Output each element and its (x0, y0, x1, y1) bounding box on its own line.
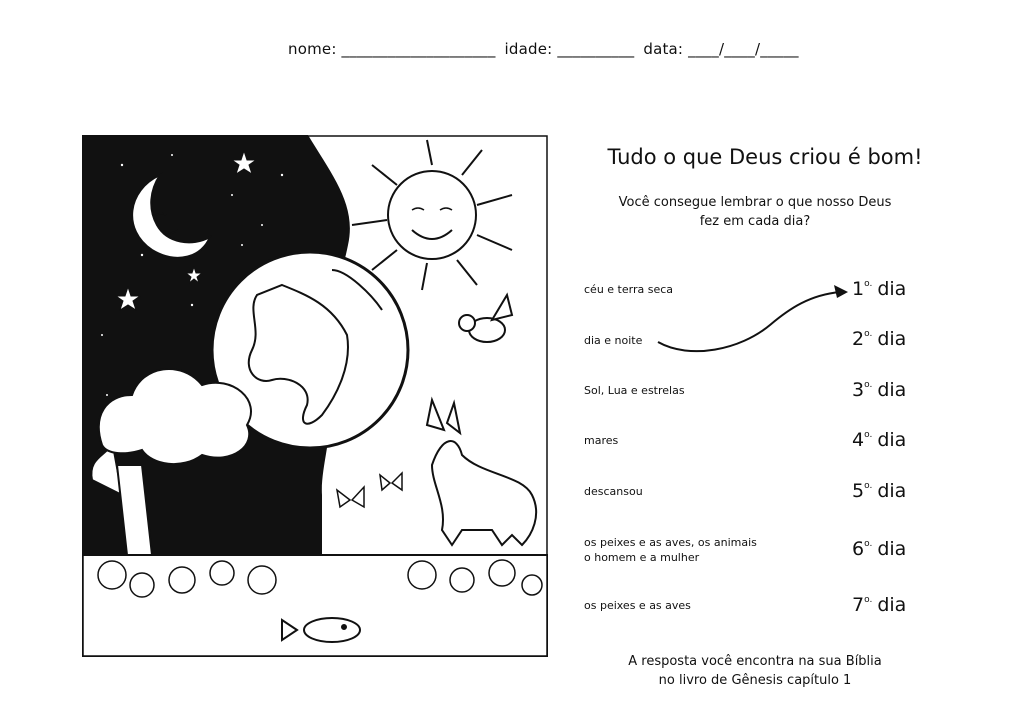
instructions (580, 193, 930, 231)
sun-icon (352, 140, 512, 290)
day-5[interactable] (852, 480, 906, 502)
day-word: dia (877, 379, 907, 401)
day-6[interactable] (852, 538, 906, 560)
day-number: 4 (852, 429, 865, 451)
bird-icon (459, 295, 512, 342)
instructions-line-1: Você consegue lembrar o que nosso Deus (618, 195, 892, 210)
item-label: Sol, Lua e estrelas (584, 384, 685, 397)
day-7[interactable] (852, 594, 906, 616)
day-ordinal: o. (864, 380, 873, 390)
day-ordinal: o. (864, 595, 873, 605)
age-field-label[interactable]: idade: __________ (504, 40, 635, 58)
example-match-arrow (650, 280, 850, 360)
day-word: dia (877, 328, 907, 350)
day-ordinal: o. (864, 279, 873, 289)
item-label-line-2: o homem e a mulher (584, 551, 700, 564)
day-4[interactable] (852, 429, 906, 451)
item-2[interactable] (584, 333, 642, 348)
day-word: dia (877, 429, 907, 451)
day-3[interactable] (852, 379, 906, 401)
page-title: Tudo o que Deus criou é bom! (607, 145, 923, 169)
instructions-line-2: fez em cada dia? (699, 214, 811, 229)
item-label: dia e noite (584, 334, 643, 347)
day-ordinal: o. (864, 481, 873, 491)
day-word: dia (877, 480, 907, 502)
ground (82, 555, 548, 657)
day-word: dia (877, 538, 907, 560)
day-number: 7 (852, 594, 865, 616)
creation-illustration (82, 135, 548, 657)
day-2[interactable] (852, 328, 906, 350)
name-field-label[interactable]: nome: ____________________ (288, 40, 496, 58)
item-6[interactable] (584, 535, 757, 565)
day-word: dia (877, 594, 907, 616)
day-number: 3 (852, 379, 865, 401)
item-7[interactable] (584, 598, 691, 613)
day-ordinal: o. (864, 329, 873, 339)
day-number: 6 (852, 538, 865, 560)
date-field-label[interactable]: data: ____/____/_____ (643, 40, 799, 58)
footer-line-1: A resposta você encontra na sua Bíblia (628, 654, 882, 669)
item-3[interactable] (584, 383, 685, 398)
footer-hint (600, 652, 910, 690)
item-label: os peixes e as aves, os animais (584, 536, 757, 549)
day-1[interactable] (852, 278, 906, 300)
day-number: 2 (852, 328, 865, 350)
item-label: os peixes e as aves (584, 599, 691, 612)
item-label: descansou (584, 485, 643, 498)
item-label: mares (584, 434, 619, 447)
day-number: 1 (852, 278, 865, 300)
donkey-icon (427, 400, 536, 545)
item-5[interactable] (584, 484, 643, 499)
item-label: céu e terra seca (584, 283, 674, 296)
day-word: dia (877, 278, 907, 300)
butterfly-icon (337, 473, 402, 507)
day-ordinal: o. (864, 539, 873, 549)
item-4[interactable] (584, 433, 618, 448)
day-ordinal: o. (864, 430, 873, 440)
footer-line-2: no livro de Gênesis capítulo 1 (658, 673, 852, 688)
day-number: 5 (852, 480, 865, 502)
student-info-header (288, 40, 803, 58)
